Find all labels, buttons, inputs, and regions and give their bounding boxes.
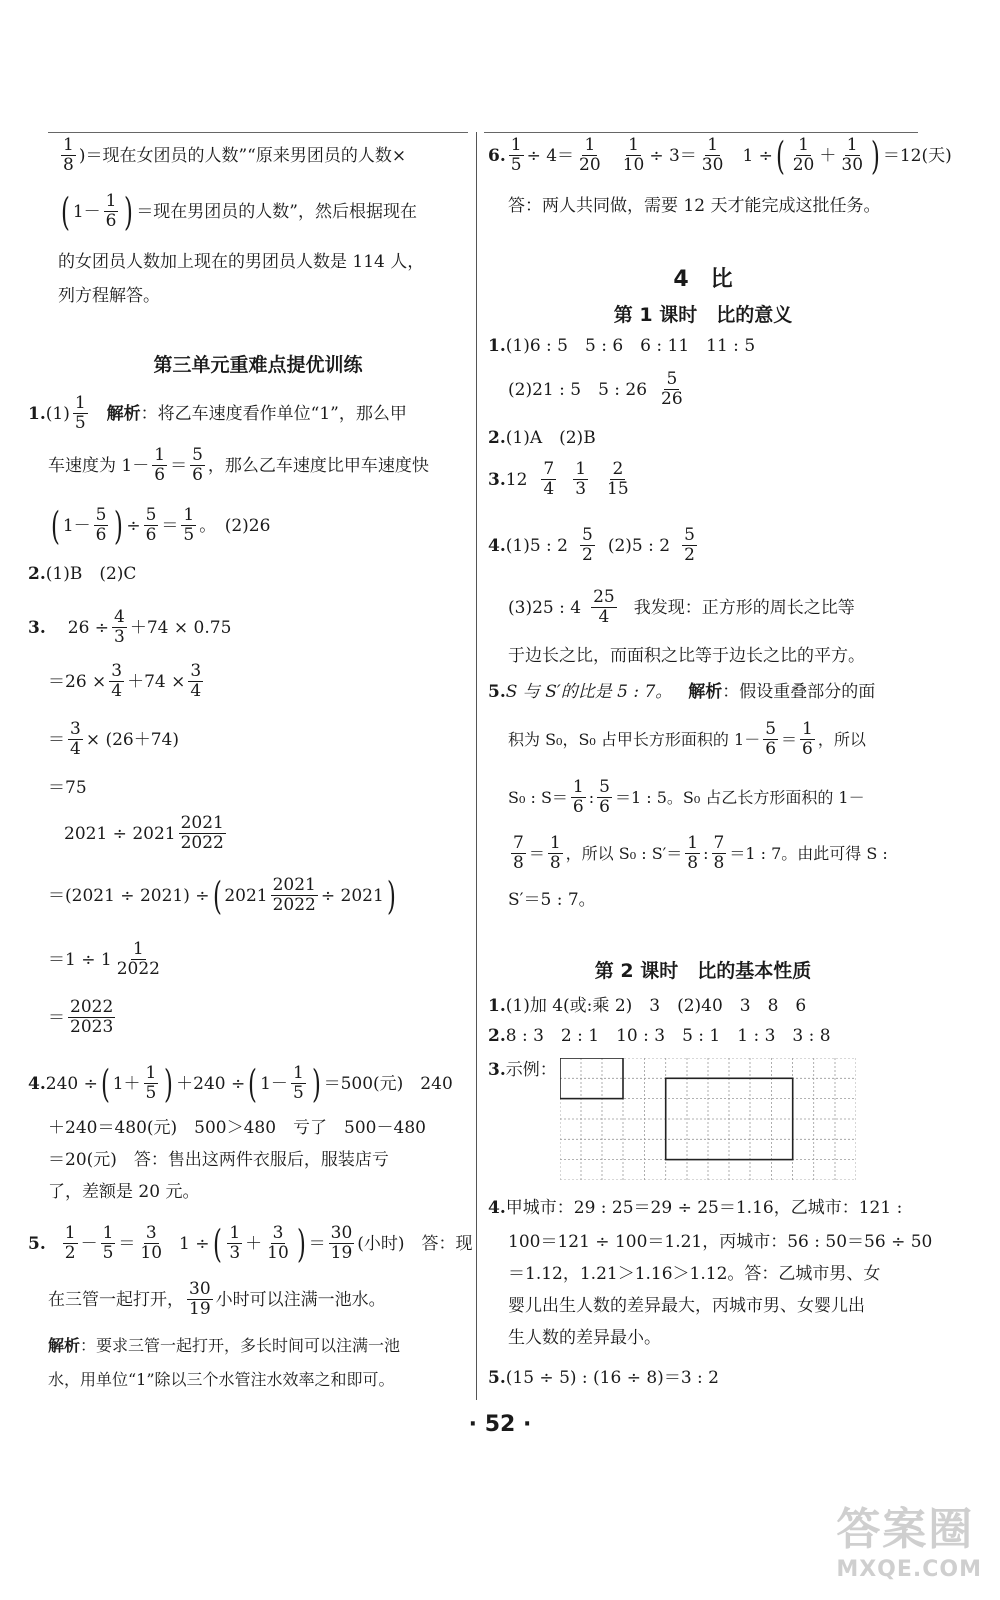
s2: 2. 8 : 3 2 : 1 10 : 3 5 : 1 1 : 3 3 : 8 bbox=[488, 1026, 831, 1046]
fraction: $\frac{5}{6}$ bbox=[192, 445, 203, 485]
fraction: $\frac{1}{6}$ bbox=[802, 719, 813, 759]
fraction: $\frac{1}{20}$ bbox=[579, 135, 601, 175]
r5-line-2: 积为 S₀，S₀ 占甲长方形面积的 1－ $\frac{5}{6}$ ＝ $\frac{1}{6}$ ，所以 bbox=[508, 719, 866, 759]
fraction: $\frac{7}{8}$ bbox=[513, 833, 524, 873]
fraction: $\frac{1}{6}$ bbox=[572, 777, 584, 817]
fraction: $\frac{1}{6}$ bbox=[154, 445, 166, 485]
fraction: $\frac{1}{5}$ bbox=[102, 1223, 114, 1263]
q3-row-7: ＝1 ÷ 1 $\frac{1}{2022}$ bbox=[48, 939, 160, 979]
fraction: $\frac{1}{20}$ bbox=[792, 135, 815, 175]
r4-line-2: (3)25 : 4 $\frac{25}{4}$ 我发现：正方形的周长之比等 bbox=[508, 587, 855, 627]
q5-line-1: 5. $\frac{1}{2}$ － $\frac{1}{5}$ ＝ $\frac{3}{10}$ 1 ÷ ( $\frac{1}{3}$ ＋ $\frac{3}{10}$ ) ＝ $\frac{30}{19}$ (小时) 答：现 bbox=[28, 1221, 473, 1266]
fraction: $\frac{2021}{2022}$ bbox=[272, 875, 316, 915]
q1-line-2: 车速度为 1－ $\frac{1}{6}$ ＝ $\frac{5}{6}$ ，那么乙车速度比甲车速度快 bbox=[48, 445, 429, 485]
q4-line-4: 了，差额是 20 元。 bbox=[48, 1182, 200, 1202]
r-q6-line-1: 6. $\frac{1}{5}$ ÷ 4＝ $\frac{1}{20}$ $\frac{1}{10}$ ÷ 3＝ $\frac{1}{30}$ 1 ÷ ( $\frac{1}{20}$ ＋ $\frac{1}{30}$ ) ＝12(天) bbox=[488, 133, 952, 178]
lesson-1-title: 第 1 课时 比的意义 bbox=[613, 304, 793, 326]
fraction: $\frac{1}{3}$ bbox=[575, 459, 587, 499]
s4-line-4: 婴儿出生人数的差异最大，丙城市男、女婴儿出 bbox=[508, 1296, 865, 1316]
q3-row-1: 3. 26 ÷ $\frac{4}{3}$ ＋74 × 0.75 bbox=[28, 607, 232, 647]
r1-line-1: 1. (1)6 : 5 5 : 6 6 : 11 11 : 5 bbox=[488, 336, 756, 356]
q3-row-3: ＝ $\frac{3}{4}$ × (26＋74) bbox=[48, 719, 180, 759]
top-rule-right bbox=[484, 132, 918, 133]
fraction: $\frac{1}{5}$ bbox=[510, 135, 522, 175]
fraction: $\frac{2021}{2022}$ bbox=[180, 813, 224, 853]
column-divider bbox=[476, 132, 477, 1400]
intro-line-2: ( 1－ $\frac{1}{6}$ ) ＝现在男团员的人数”，然后根据现在 bbox=[60, 189, 418, 234]
intro-line-1: $\frac{1}{8}$ )＝现在女团员的人数”“原来男团员的人数× bbox=[63, 135, 407, 175]
q3-row-5: 2021 ÷ 2021 $\frac{2021}{2022}$ bbox=[64, 813, 224, 853]
fraction: $\frac{1}{8}$ bbox=[549, 833, 561, 873]
fraction: $\frac{1}{30}$ bbox=[701, 135, 724, 175]
fraction: $\frac{1}{30}$ bbox=[841, 135, 864, 175]
q2: 2. (1)B (2)C bbox=[28, 564, 137, 584]
r5-line-4: $\frac{7}{8}$ ＝ $\frac{1}{8}$ ，所以 S₀ : S′＝ $\frac{1}{8}$ : $\frac{7}{8}$ ＝1 : 7。由此可得 S : bbox=[513, 833, 888, 873]
s5: 5. (15 ÷ 5) : (16 ÷ 8)＝3 : 2 bbox=[488, 1368, 719, 1388]
section-title: 第三单元重难点提优训练 bbox=[153, 354, 363, 376]
fraction: $\frac{5}{6}$ bbox=[765, 719, 777, 759]
fraction: $\frac{3}{10}$ bbox=[267, 1223, 289, 1263]
fraction: $\frac{3}{4}$ bbox=[70, 719, 81, 759]
q5-analysis-2: 水，用单位“1”除以三个水管注水效率之和即可。 bbox=[48, 1370, 395, 1389]
fraction: $\frac{1}{2}$ bbox=[64, 1223, 76, 1263]
fraction: $\frac{5}{2}$ bbox=[582, 525, 593, 565]
fraction: $\frac{1}{6}$ bbox=[105, 191, 117, 231]
fraction: $\frac{3}{4}$ bbox=[190, 661, 202, 701]
fraction: $\frac{1}{5}$ bbox=[183, 505, 195, 545]
fraction: $\frac{7}{8}$ bbox=[713, 833, 725, 873]
r1-line-2: (2)21 : 5 5 : 26 $\frac{5}{26}$ bbox=[508, 369, 683, 409]
q1-line-1: 1. (1) $\frac{1}{5}$ 解析 ：将乙车速度看作单位“1”，那么甲 bbox=[28, 393, 407, 433]
fraction: $\frac{1}{2022}$ bbox=[116, 939, 160, 979]
fraction: $\frac{5}{6}$ bbox=[145, 505, 157, 545]
s4-line-1: 4. 甲城市：29 : 25＝29 ÷ 25＝1.16，乙城市：121 : bbox=[488, 1198, 903, 1218]
r2: 2. (1)A (2)B bbox=[488, 428, 596, 448]
q5-analysis-1: 解析 ：要求三管一起打开，多长时间可以注满一池 bbox=[48, 1336, 401, 1355]
q3-row-8: ＝ $\frac{2022}{2023}$ bbox=[48, 997, 114, 1037]
fraction: $\frac{2}{15}$ bbox=[607, 459, 629, 499]
fraction: $\frac{1}{5}$ bbox=[292, 1063, 304, 1103]
intro-line-4: 列方程解答。 bbox=[58, 286, 160, 306]
s4-line-3: ＝1.12，1.21＞1.16＞1.12。答：乙城市男、女 bbox=[508, 1264, 881, 1284]
top-rule-left bbox=[48, 132, 468, 133]
fraction: $\frac{1}{8}$ bbox=[63, 135, 74, 175]
fraction: $\frac{4}{3}$ bbox=[114, 607, 125, 647]
grid-figure bbox=[560, 1058, 856, 1180]
q1-line-3: ( 1－ $\frac{5}{6}$ ) ÷ $\frac{5}{6}$ ＝ $\frac{1}{5}$ 。 (2)26 bbox=[50, 503, 271, 548]
r5-line-1: 5. S 与 S′的比是 5 : 7。 解析 ：假设重叠部分的面 bbox=[488, 682, 876, 702]
fraction: $\frac{3}{4}$ bbox=[111, 661, 123, 701]
fraction: $\frac{3}{10}$ bbox=[140, 1223, 163, 1263]
q4-line-3: ＝20(元) 答：售出这两件衣服后，服装店亏 bbox=[48, 1150, 389, 1170]
fraction: $\frac{30}{19}$ bbox=[189, 1279, 211, 1319]
watermark: 答案圈 MXQE.COM bbox=[836, 1504, 982, 1582]
chapter-title: 4 比 bbox=[673, 267, 733, 292]
s1: 1. (1)加 4(或:乘 2) 3 (2)40 3 8 6 bbox=[488, 996, 807, 1016]
q3-row-4: ＝75 bbox=[48, 778, 87, 798]
fraction: $\frac{7}{4}$ bbox=[543, 459, 555, 499]
fraction: $\frac{1}{5}$ bbox=[145, 1063, 157, 1103]
fraction: $\frac{5}{6}$ bbox=[599, 777, 610, 817]
r5-line-5: S′＝5 : 7。 bbox=[508, 890, 596, 910]
s4-line-2: 100＝121 ÷ 100＝1.21，丙城市：56 : 50＝56 ÷ 50 bbox=[508, 1232, 933, 1252]
s4-line-5: 生人数的差异最小。 bbox=[508, 1328, 661, 1348]
q3-row-2: ＝26 × $\frac{3}{4}$ ＋74 × $\frac{3}{4}$ bbox=[48, 661, 202, 701]
r5-line-3: S₀ : S＝ $\frac{1}{6}$ : $\frac{5}{6}$ ＝1 : 5。S₀ 占乙长方形面积的 1－ bbox=[508, 777, 865, 817]
q4-line-1: 4. 240 ÷ ( 1＋ $\frac{1}{5}$ ) ＋240 ÷ ( 1－ $\frac{1}{5}$ ) ＝500(元) 240 bbox=[28, 1061, 453, 1106]
lesson-2-title: 第 2 课时 比的基本性质 bbox=[594, 960, 812, 982]
s3: 3. 示例： bbox=[488, 1060, 557, 1080]
fraction: $\frac{2022}{2023}$ bbox=[70, 997, 114, 1037]
q3-row-6: ＝(2021 ÷ 2021) ÷ ( 2021 $\frac{2021}{2022}$ ÷ 2021 ) bbox=[48, 873, 396, 918]
q4-line-2: ＋240＝480(元) 500＞480 亏了 500－480 bbox=[48, 1118, 426, 1138]
r-q6-answer: 答：两人共同做，需要 12 天才能完成这批任务。 bbox=[508, 196, 881, 216]
fraction: $\frac{25}{4}$ bbox=[593, 587, 615, 627]
r4-line-1: 4. (1)5 : 2 $\frac{5}{2}$ (2)5 : 2 $\frac{5}{2}$ bbox=[488, 525, 695, 565]
fraction: $\frac{1}{3}$ bbox=[229, 1223, 241, 1263]
fraction: $\frac{5}{26}$ bbox=[661, 369, 683, 409]
q5-line-2: 在三管一起打开， $\frac{30}{19}$ 小时可以注满一池水。 bbox=[48, 1279, 386, 1319]
r4-line-3: 于边长之比，而面积之比等于边长之比的平方。 bbox=[508, 646, 865, 666]
page-number: · 52 · bbox=[468, 1412, 532, 1437]
fraction: $\frac{5}{2}$ bbox=[684, 525, 695, 565]
r3: 3. 12 $\frac{7}{4}$ $\frac{1}{3}$ $\frac{2}{15}$ bbox=[488, 459, 629, 499]
intro-line-3: 的女团员人数加上现在的男团员人数是 114 人， bbox=[58, 252, 425, 272]
fraction: $\frac{1}{10}$ bbox=[622, 135, 645, 175]
fraction: $\frac{1}{5}$ bbox=[74, 393, 86, 433]
fraction: $\frac{5}{6}$ bbox=[95, 505, 107, 545]
fraction: $\frac{1}{8}$ bbox=[687, 833, 699, 873]
fraction: $\frac{30}{19}$ bbox=[330, 1223, 353, 1263]
